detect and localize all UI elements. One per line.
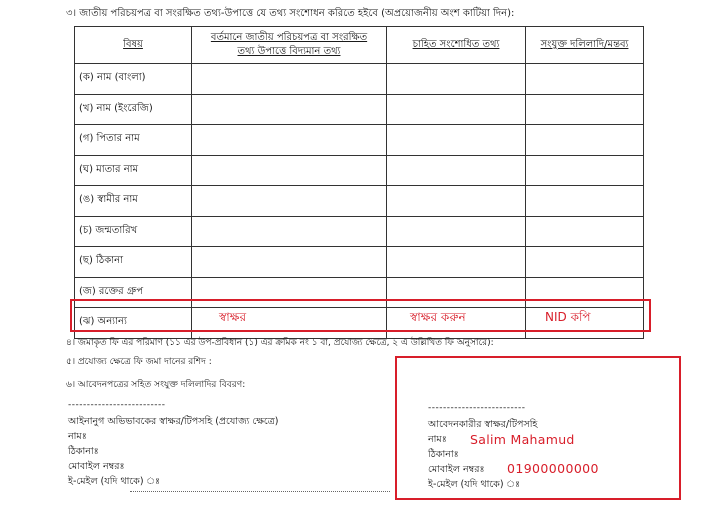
applicant-mobile-label: মোবাইল নম্বরঃ	[428, 464, 485, 475]
highlight-existing-text: স্বাক্ষর	[219, 310, 247, 324]
cell-existing[interactable]	[192, 247, 387, 278]
table-row	[75, 216, 644, 247]
applicant-name-value: Salim Mahamud	[470, 432, 575, 447]
correction-table	[74, 26, 644, 339]
guardian-name-label: নামঃ	[68, 431, 87, 442]
guardian-address-label: ঠিকানাঃ	[68, 446, 99, 457]
header-attached: সংযুক্ত দলিলাদি/মন্তব্য	[526, 27, 644, 64]
guardian-mobile-label: মোবাইল নম্বরঃ	[68, 461, 125, 472]
guardian-email-label: ই-মেইল (যদি থাকে) ঃ	[68, 476, 161, 487]
table-row	[75, 186, 644, 217]
guardian-title: আইনানুগ অভিভাবকের স্বাক্ষর/টিপসহি (প্রযোজ্য ক্ষেত্রে)	[68, 416, 279, 427]
note-item4: ৪। জমাকৃত ফি এর পরিমাণ (১১ এর উপ-প্রবিধান (১) এর ক্রমিক নং ১ বা, প্রযোজ্য ক্ষেত্রে, ২ এ উল্লিখিত ফি অনুসারে):	[66, 338, 494, 348]
cell-attached[interactable]	[526, 155, 644, 186]
cell-existing[interactable]	[192, 155, 387, 186]
cell-existing[interactable]	[192, 216, 387, 247]
cell-attached[interactable]	[526, 125, 644, 156]
highlight-attached-text: NID কপি	[545, 310, 591, 324]
cell-desired[interactable]	[387, 125, 526, 156]
highlight-desired-text: স্বাক্ষর করুন	[410, 310, 466, 324]
cell-desired[interactable]	[387, 216, 526, 247]
cell-desired[interactable]	[387, 155, 526, 186]
cell-attached[interactable]	[526, 186, 644, 217]
cell-desired[interactable]	[387, 64, 526, 95]
row-label-husband: (ঙ) স্বামীর নাম	[75, 186, 192, 217]
cell-desired[interactable]	[387, 247, 526, 278]
cell-attached[interactable]	[526, 216, 644, 247]
table-row	[75, 247, 644, 278]
cell-existing[interactable]	[192, 125, 387, 156]
cell-attached[interactable]	[526, 94, 644, 125]
row-label-blood-group: (জ) রক্তের গ্রুপ	[75, 277, 192, 308]
row-label-mother: (ঘ) মাতার নাম	[75, 155, 192, 186]
bottom-dotted-rule	[130, 491, 390, 492]
applicant-address-label: ঠিকানাঃ	[428, 449, 459, 460]
guardian-signature-line: --------------------------	[68, 400, 166, 410]
cell-desired[interactable]	[387, 186, 526, 217]
applicant-signature-line: --------------------------	[428, 403, 526, 413]
row-label-other: (ঝ) অন্যান্য	[75, 308, 192, 339]
header-subject: বিষয়	[75, 27, 192, 64]
applicant-name-label: নামঃ	[428, 434, 447, 445]
cell-existing[interactable]	[192, 64, 387, 95]
section3-heading: ৩। জাতীয় পরিচয়পত্র বা সংরক্ষিত তথ্য-উপাত্তে যে তথ্য সংশোধন করিতে হইবে (অপ্রয়োজনীয় অংশ কাটিয়া দিন):	[66, 8, 515, 19]
applicant-mobile-value: 01900000000	[507, 461, 599, 476]
applicant-email-label: ই-মেইল (যদি থাকে) ঃ	[428, 479, 521, 490]
table-header-row	[75, 27, 644, 64]
note-item5: ৫। প্রযোজ্য ক্ষেত্রে ফি জমা দানের রশিদ :	[66, 357, 212, 367]
cell-existing[interactable]	[192, 94, 387, 125]
note-item6: ৬। আবেদনপত্রের সহিত সংযুক্ত দলিলাদির বিবরণ:	[66, 380, 246, 390]
row-label-name-en: (খ) নাম (ইংরেজি)	[75, 94, 192, 125]
row-label-father: (গ) পিতার নাম	[75, 125, 192, 156]
table-row	[75, 125, 644, 156]
row-label-dob: (চ) জন্মতারিখ	[75, 216, 192, 247]
header-existing-line1: বর্তমানে জাতীয় পরিচয়পত্র বা সংরক্ষিত	[210, 32, 368, 43]
row-label-address: (ছ) ঠিকানা	[75, 247, 192, 278]
header-existing	[192, 27, 387, 64]
table-row	[75, 64, 644, 95]
cell-existing[interactable]	[192, 186, 387, 217]
row-label-name-bn: (ক) নাম (বাংলা)	[75, 64, 192, 95]
applicant-title: আবেদনকারীর স্বাক্ষর/টিপসহি	[428, 419, 538, 430]
header-existing-line2: তথ্য উপাত্তে বিদ্যমান তথ্য	[237, 46, 341, 57]
cell-attached[interactable]	[526, 64, 644, 95]
header-desired: চাহিত সংশোধিত তথ্য	[387, 27, 526, 64]
cell-attached[interactable]	[526, 247, 644, 278]
cell-desired[interactable]	[387, 94, 526, 125]
table-row	[75, 155, 644, 186]
table-row	[75, 94, 644, 125]
